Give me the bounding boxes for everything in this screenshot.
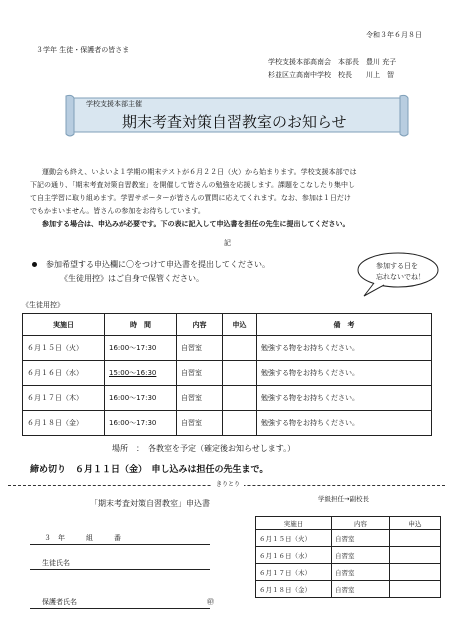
row-content: 自習室	[177, 336, 223, 361]
banner-title: 期末考査対策自習教室のお知らせ	[122, 113, 347, 131]
intro-line-1: 運動会も終え、いよいよ１学期の期末テストが６月２２日（火）から始まります。学校支援本部では	[42, 168, 357, 176]
app-row-date: ６月１８日（金）	[256, 581, 332, 598]
app-row-date: ６月１６日（水）	[256, 547, 332, 564]
application-table	[255, 516, 441, 598]
bubble-line-2: 忘れないでね！	[376, 273, 425, 281]
app-row-date: ６月１５日（火）	[256, 530, 332, 547]
row-time: 16:00～17:30	[105, 336, 177, 361]
app-row-apply-cell[interactable]	[390, 564, 441, 581]
row-date: ６月１５日（火）	[23, 336, 105, 361]
header-time: 時 間	[105, 314, 177, 336]
place-note: 場所 ： 各教室を予定（確定後お知らせします。）	[112, 444, 296, 453]
header-content: 内容	[177, 314, 223, 336]
table-row	[23, 411, 432, 436]
application-header-row	[256, 517, 441, 530]
row-note: 勉強する物をお持ちください。	[257, 386, 432, 411]
app-row-content: 自習室	[332, 547, 390, 564]
header-apply: 申込	[223, 314, 257, 336]
row-time: 15:00～16:30	[105, 361, 177, 386]
intro-line-4: でもかまいません。皆さんの参加をお待ちしています。	[30, 207, 205, 215]
app-row-apply-cell[interactable]	[390, 581, 441, 598]
row-date: ６月１６日（水）	[23, 361, 105, 386]
routing-note: 学級担任→副校長	[318, 495, 369, 503]
parent-name-label: 保護者氏名	[42, 598, 77, 606]
header-date: 実施日	[23, 314, 105, 336]
grade-class-field[interactable]	[30, 533, 210, 545]
app-header-apply: 申込	[390, 517, 441, 530]
parent-name-field[interactable]	[30, 597, 214, 609]
row-content: 自習室	[177, 386, 223, 411]
cut-label: きりとり	[212, 479, 244, 488]
row-note: 勉強する物をお持ちください。	[257, 361, 432, 386]
recipient-line: ３学年 生徒・保護者の皆さま	[36, 46, 130, 54]
application-note: 参加する場合は、申込みが必要です。下の表に記入して申込書を担任の先生に提出してください。	[42, 220, 350, 228]
row-apply-cell[interactable]	[223, 411, 257, 436]
deadline-note: 締め切り ６月１１日（金） 申し込みは担任の先生まで。	[30, 465, 269, 475]
seal-mark: ㊞	[207, 598, 214, 606]
row-date: ６月１７日（木）	[23, 386, 105, 411]
header-note: 備 考	[257, 314, 432, 336]
bullet-dot	[32, 262, 37, 267]
table-row	[256, 547, 441, 564]
sender-line-2: 杉並区立高南中学校 校長 川上 智	[268, 71, 394, 79]
instruction-bullet-1: 参加希望する申込欄に〇をつけて申込書を提出してください。	[46, 260, 270, 269]
table-row	[23, 386, 432, 411]
row-date: ６月１８日（金）	[23, 411, 105, 436]
row-apply-cell[interactable]	[223, 361, 257, 386]
document-date: 令和３年６月８日	[366, 31, 422, 39]
instruction-bullet-2: 《生徒用控》はご自身で保管ください。	[60, 274, 204, 283]
table-row	[23, 361, 432, 386]
row-note: 勉強する物をお持ちください。	[257, 336, 432, 361]
intro-line-2: 下記の通り、「期末考査対策自習教室」を開催して皆さんの勉強を応援します。課題をこなしたり集中し	[30, 181, 355, 189]
row-content: 自習室	[177, 361, 223, 386]
banner-subtitle: 学校支援本部主催	[86, 100, 142, 108]
row-time: 16:00～17:30	[105, 386, 177, 411]
form-title: 「期末考査対策自習教室」申込書	[90, 499, 210, 508]
ki-marker: 記	[224, 239, 231, 247]
grade-class-label: ３ 年 組 番	[44, 534, 121, 542]
table-row	[256, 581, 441, 598]
app-row-content: 自習室	[332, 581, 390, 598]
reminder-bubble	[352, 250, 440, 300]
table-row	[256, 530, 441, 547]
row-apply-cell[interactable]	[223, 336, 257, 361]
app-row-content: 自習室	[332, 564, 390, 581]
bubble-line-1: 参加する日を	[376, 262, 418, 270]
app-header-content: 内容	[332, 517, 390, 530]
sender-line-1: 学校支援本部高南会 本部長 豊川 充子	[268, 58, 397, 66]
schedule-header-row	[23, 314, 432, 336]
title-banner	[62, 92, 412, 138]
row-note: 勉強する物をお持ちください。	[257, 411, 432, 436]
schedule-table	[22, 313, 432, 436]
student-name-field[interactable]	[30, 558, 210, 570]
row-content: 自習室	[177, 411, 223, 436]
table-row	[23, 336, 432, 361]
app-header-date: 実施日	[256, 517, 332, 530]
intro-line-3: て自主学習に取り組めます。学習サポーターが皆さんの質問に応えてくれます。なお、参加は１日だけ	[30, 194, 351, 202]
app-row-date: ６月１７日（木）	[256, 564, 332, 581]
app-row-apply-cell[interactable]	[390, 547, 441, 564]
app-row-content: 自習室	[332, 530, 390, 547]
student-copy-label: 《生徒用控》	[22, 301, 64, 309]
table-row	[256, 564, 441, 581]
row-time: 16:00～17:30	[105, 411, 177, 436]
student-name-label: 生徒氏名	[42, 559, 70, 567]
app-row-apply-cell[interactable]	[390, 530, 441, 547]
row-apply-cell[interactable]	[223, 386, 257, 411]
